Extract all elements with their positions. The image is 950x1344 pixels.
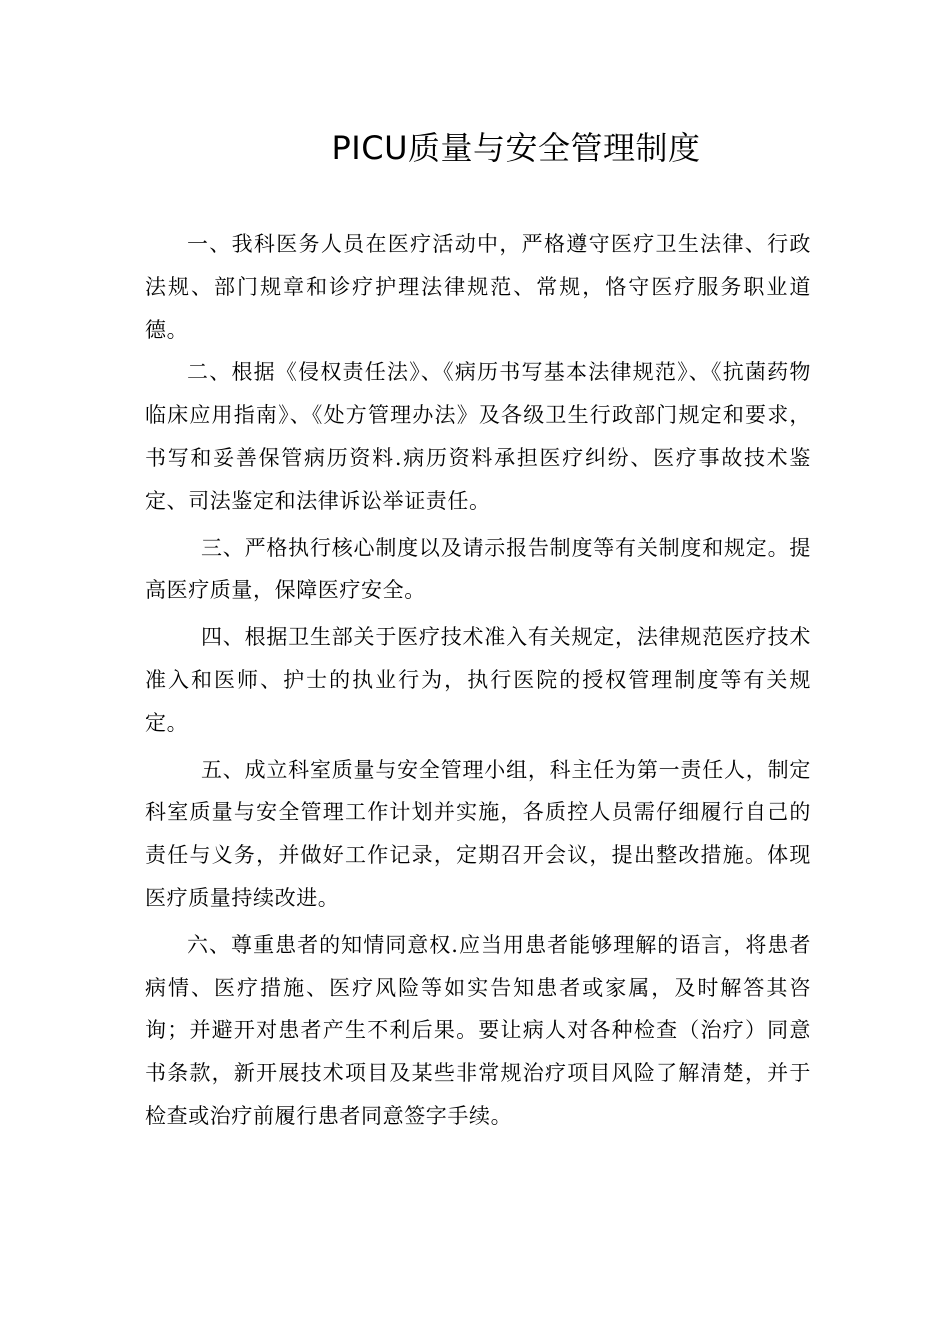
- paragraph-6: 六、尊重患者的知情同意权.应当用患者能够理解的语言，将患者病情、医疗措施、医疗风险等如实告知患者或家属，及时解答其咨询；并避开对患者产生不利后果。要让病人对各种检查（治疗）同意书条款，新开展技术项目及某些非常规治疗项目风险了解清楚，并于检查或治疗前履行患者同意签字手续。: [145, 932, 811, 1128]
- paragraph-2: 二、根据《侵权责任法》、《病历书写基本法律规范》、《抗菌药物临床应用指南》、《处方管理办法》及各级卫生行政部门规定和要求，书写和妥善保管病历资料.病历资料承担医疗纠纷、医疗事故技术鉴定、司法鉴定和法律诉讼举证责任。: [145, 360, 811, 513]
- document-title: PICU质量与安全管理制度: [331, 129, 701, 167]
- paragraph-5: 五、成立科室质量与安全管理小组，科主任为第一责任人，制定科室质量与安全管理工作计划并实施，各质控人员需仔细履行自己的责任与义务，并做好工作记录，定期召开会议，提出整改措施。体现医疗质量持续改进。: [145, 757, 811, 910]
- paragraph-4: 四、根据卫生部关于医疗技术准入有关规定，法律规范医疗技术准入和医师、护士的执业行为，执行医院的授权管理制度等有关规定。: [145, 625, 811, 735]
- paragraph-3: 三、严格执行核心制度以及请示报告制度等有关制度和规定。提高医疗质量，保障医疗安全。: [145, 535, 811, 603]
- paragraph-1: 一、我科医务人员在医疗活动中，严格遵守医疗卫生法律、行政法规、部门规章和诊疗护理法律规范、常规，恪守医疗服务职业道德。: [145, 232, 811, 342]
- document-body: [145, 223, 811, 1138]
